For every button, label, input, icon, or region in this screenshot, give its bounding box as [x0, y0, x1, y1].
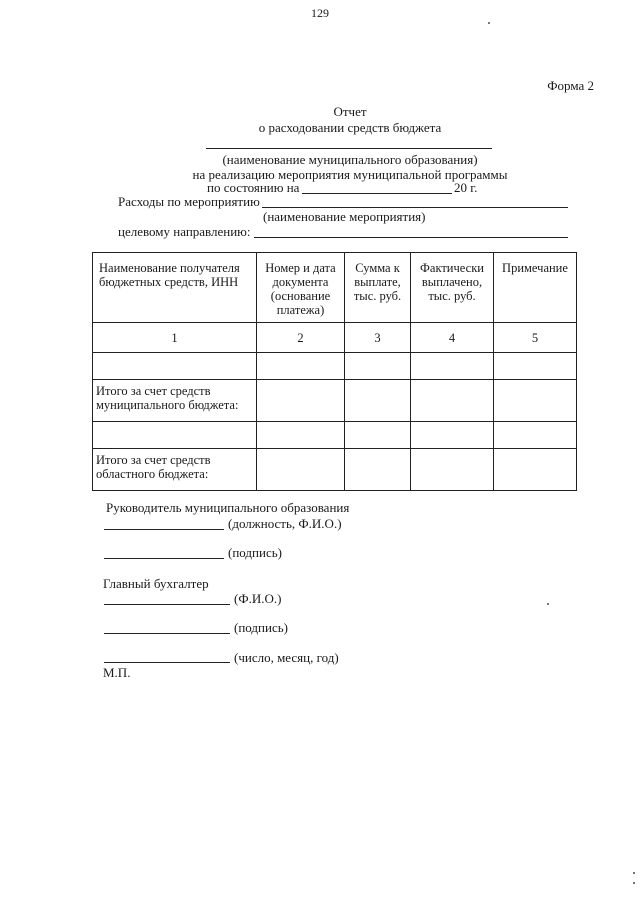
header-note: Примечание — [494, 253, 577, 323]
column-number-row — [93, 323, 577, 353]
table-cell — [411, 449, 494, 491]
head-title: Руководитель муниципального образования — [106, 500, 350, 515]
table-cell — [494, 380, 577, 422]
table-cell — [494, 422, 577, 449]
page-number: 129 — [311, 6, 329, 20]
target-label: целевому направлению: — [118, 224, 251, 239]
accountant-signature-line — [104, 633, 230, 634]
table-cell — [257, 353, 345, 380]
accountant-title: Главный бухгалтер — [103, 576, 209, 591]
fio-caption: (Ф.И.О.) — [234, 591, 282, 606]
table-cell — [257, 449, 345, 491]
date-line — [104, 662, 230, 663]
accountant-fio-line — [104, 604, 230, 605]
table-row — [93, 449, 577, 491]
header-recipient: Наименование получателя бюджетных средств, ИНН — [93, 253, 257, 323]
header-document: Номер и дата документа (основание платежа) — [257, 253, 345, 323]
signature-caption: (подпись) — [228, 545, 282, 560]
head-signature-line — [104, 558, 224, 559]
report-title: Отчет — [333, 104, 367, 119]
signature-caption-2: (подпись) — [234, 620, 288, 635]
header-actually-paid: Фактически выплачено, тыс. руб. — [411, 253, 494, 323]
row-label: Итого за счет средств областного бюджета: — [93, 449, 257, 491]
target-line — [254, 237, 568, 238]
municipality-caption: (наименование муниципального образования) — [222, 152, 478, 167]
table-cell — [411, 353, 494, 380]
table-row — [93, 353, 577, 380]
column-number: 3 — [345, 323, 411, 353]
column-number: 1 — [93, 323, 257, 353]
column-number: 4 — [411, 323, 494, 353]
scan-speck — [547, 603, 549, 605]
expense-table — [92, 252, 577, 491]
table-cell — [411, 380, 494, 422]
row-label: Итого за счет средств муниципального бюджета: — [93, 380, 257, 422]
table-cell — [257, 380, 345, 422]
report-subtitle: о расходовании средств бюджета — [258, 120, 442, 135]
position-line — [104, 529, 224, 530]
stamp-label: М.П. — [103, 665, 131, 680]
row-label — [93, 353, 257, 380]
column-number: 5 — [494, 323, 577, 353]
as-of-date-line — [302, 193, 452, 194]
scan-speck — [488, 22, 490, 24]
scan-speck — [633, 882, 635, 884]
expenses-line — [262, 207, 568, 208]
as-of-label: по состоянию на — [207, 180, 300, 195]
table-row — [93, 422, 577, 449]
table-cell — [257, 422, 345, 449]
year-suffix: 20 г. — [454, 180, 478, 195]
form-label: Форма 2 — [547, 78, 594, 93]
municipality-line — [206, 148, 492, 149]
program-line: на реализацию мероприятия муниципальной программы — [192, 167, 508, 182]
table-cell — [494, 353, 577, 380]
table-cell — [345, 449, 411, 491]
table-header-row — [93, 253, 577, 323]
table-cell — [345, 380, 411, 422]
header-amount-due: Сумма к выплате, тыс. руб. — [345, 253, 411, 323]
scan-speck — [633, 872, 635, 874]
column-number: 2 — [257, 323, 345, 353]
position-caption: (должность, Ф.И.О.) — [228, 516, 342, 531]
event-caption: (наименование мероприятия) — [263, 209, 426, 224]
table-cell — [411, 422, 494, 449]
table-row — [93, 380, 577, 422]
table-cell — [345, 422, 411, 449]
row-label — [93, 422, 257, 449]
table-cell — [494, 449, 577, 491]
table-cell — [345, 353, 411, 380]
date-caption: (число, месяц, год) — [234, 650, 339, 665]
expenses-label: Расходы по мероприятию — [118, 194, 260, 209]
